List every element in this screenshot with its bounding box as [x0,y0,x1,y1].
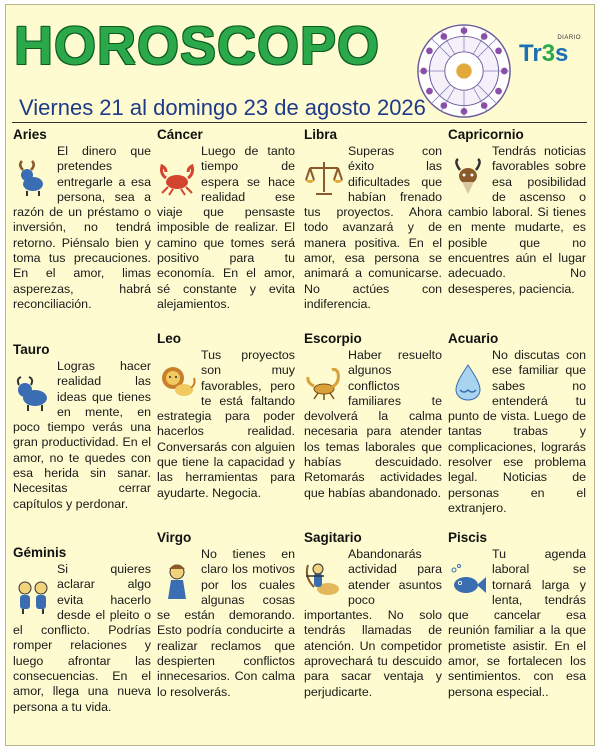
archer-icon [304,561,344,601]
sign-name: Tauro [13,342,50,357]
twins-icon [13,576,53,616]
sign-capricornio [448,127,586,297]
sign-libra [304,127,442,312]
water-bearer-icon [448,362,488,402]
sign-text: Tu agenda laboral se tornará larga y lenta, tendrás que cancelar esa reunión familiar a la que prometiste asistir. En el amor, se fortalecen los sentimientos. con esa persona especial.. [448,547,586,699]
sign-text: Haber resuelto algunos conflictos familiares te devolverá la calma necesaria para atender los temas laborales que habías descuidado. Retomarás actividades que habías abandonado. [304,348,442,500]
maiden-icon [157,561,197,601]
sign-escorpio [304,331,442,501]
logo-tr: Tr [519,40,542,67]
ram-icon [13,158,53,198]
sign-name: Cáncer [157,127,203,142]
date-range: Viernes 21 al domingo 23 de agosto 2026 [19,95,426,120]
sign-name: Virgo [157,530,192,545]
newspaper-logo [519,35,581,75]
sign-name: Escorpio [304,331,362,346]
sign-text: Luego de tanto tiempo de espera se hace realidad ese viaje que pensaste imposible de realizar. El camino que tomes será positivo para tu economía. En el amor, sé constante y evita alejamientos. [157,144,295,311]
sign-name: Libra [304,127,338,142]
zodiac-wheel-icon [416,23,512,119]
sign-virgo [157,530,295,700]
sign-piscis [448,530,586,700]
sign-text: Logras hacer realidad las ideas que tienes en mente, en poco tiempo verás una gran productividad. En el amor, no te quedes con esa herida sin sanar. Necesitas cerrar capítulos y perdonar. [13,359,151,511]
sign-text: No discutas con ese familiar que sabes no entenderá tu punto de vista. Luego de tantas trabas y complicaciones, lograrás resolver ese problema legal. Noticias de personas en el extranjero. [448,348,586,515]
sign-geminis [13,545,151,715]
scales-icon [304,158,344,198]
sign-name: Acuario [448,331,499,346]
header-divider [12,122,587,123]
sign-name: Géminis [13,545,67,560]
scorpion-icon [304,362,344,402]
sign-sagitario [304,530,442,700]
goat-icon [448,158,488,198]
logo-s: s [555,40,569,67]
logo-top-text: DIARIO [557,35,581,41]
sign-name: Piscis [448,530,488,545]
logo-main-text [519,41,581,67]
sign-name: Leo [157,331,182,346]
sign-tauro [13,342,151,512]
sign-cancer [157,127,295,312]
sign-text: Tus proyectos son muy favorables, pero te está faltando estrategia para poder hacerlos realidad. Conversarás con alguien que tiene la capacidad y las herramientas para ayudarte. Negocia. [157,348,295,500]
sign-leo [157,331,295,501]
fish-icon [448,561,488,601]
sign-text: Superas con éxito las dificultades que habían frenado tus proyectos. Ahora todo avanzará y de manera positiva. En el amor, esa persona se animará a comunicarse. No actúes con indiferencia. [304,144,442,311]
crab-icon [157,158,197,198]
sign-name: Aries [13,127,47,142]
horoscope-page [5,4,595,746]
sign-text: Tendrás noticias favorables sobre esa posibilidad de ascenso o cambio laboral. Si tienes en mente mudarte, es posible que no encuentres aún el lugar adecuado. No desesperes, paciencia. [448,144,586,296]
lion-icon [157,362,197,402]
sign-acuario [448,331,586,516]
sign-text: Si quieres aclarar algo evita hacerlo desde el pleito o el conflicto. Podrías romper relaciones y luego afrontar las consecuencias. En el amor, llega una nueva persona a tu vida. [13,562,151,714]
logo-3: 3 [541,40,556,67]
sign-aries [13,127,151,312]
sign-text: El dinero que pretendes entregarle a esa persona, sea a razón de un préstamo o inversión, no tendrá retorno. Piénsalo bien y toma tus precauciones. En el amor, limas asperezas, habrá reconciliación. [13,144,151,311]
sign-text: Abandonarás actividad para atender asuntos poco importantes. No solo tendrás llamadas de atención. Un competidor aprovechará tu descuido para sacar ventaja y perjudicarte. [304,547,442,699]
sign-name: Sagitario [304,530,362,545]
sign-text: No tienes en claro los motivos por los cuales algunas cosas se están demorando. Esto podría conducirte a realizar reclamos que despierten conflictos innecesarios. Con calma lo resolverás. [157,547,295,699]
bull-icon [13,373,53,413]
sign-name: Capricornio [448,127,524,142]
page-title: HOROSCOPO [14,16,381,76]
